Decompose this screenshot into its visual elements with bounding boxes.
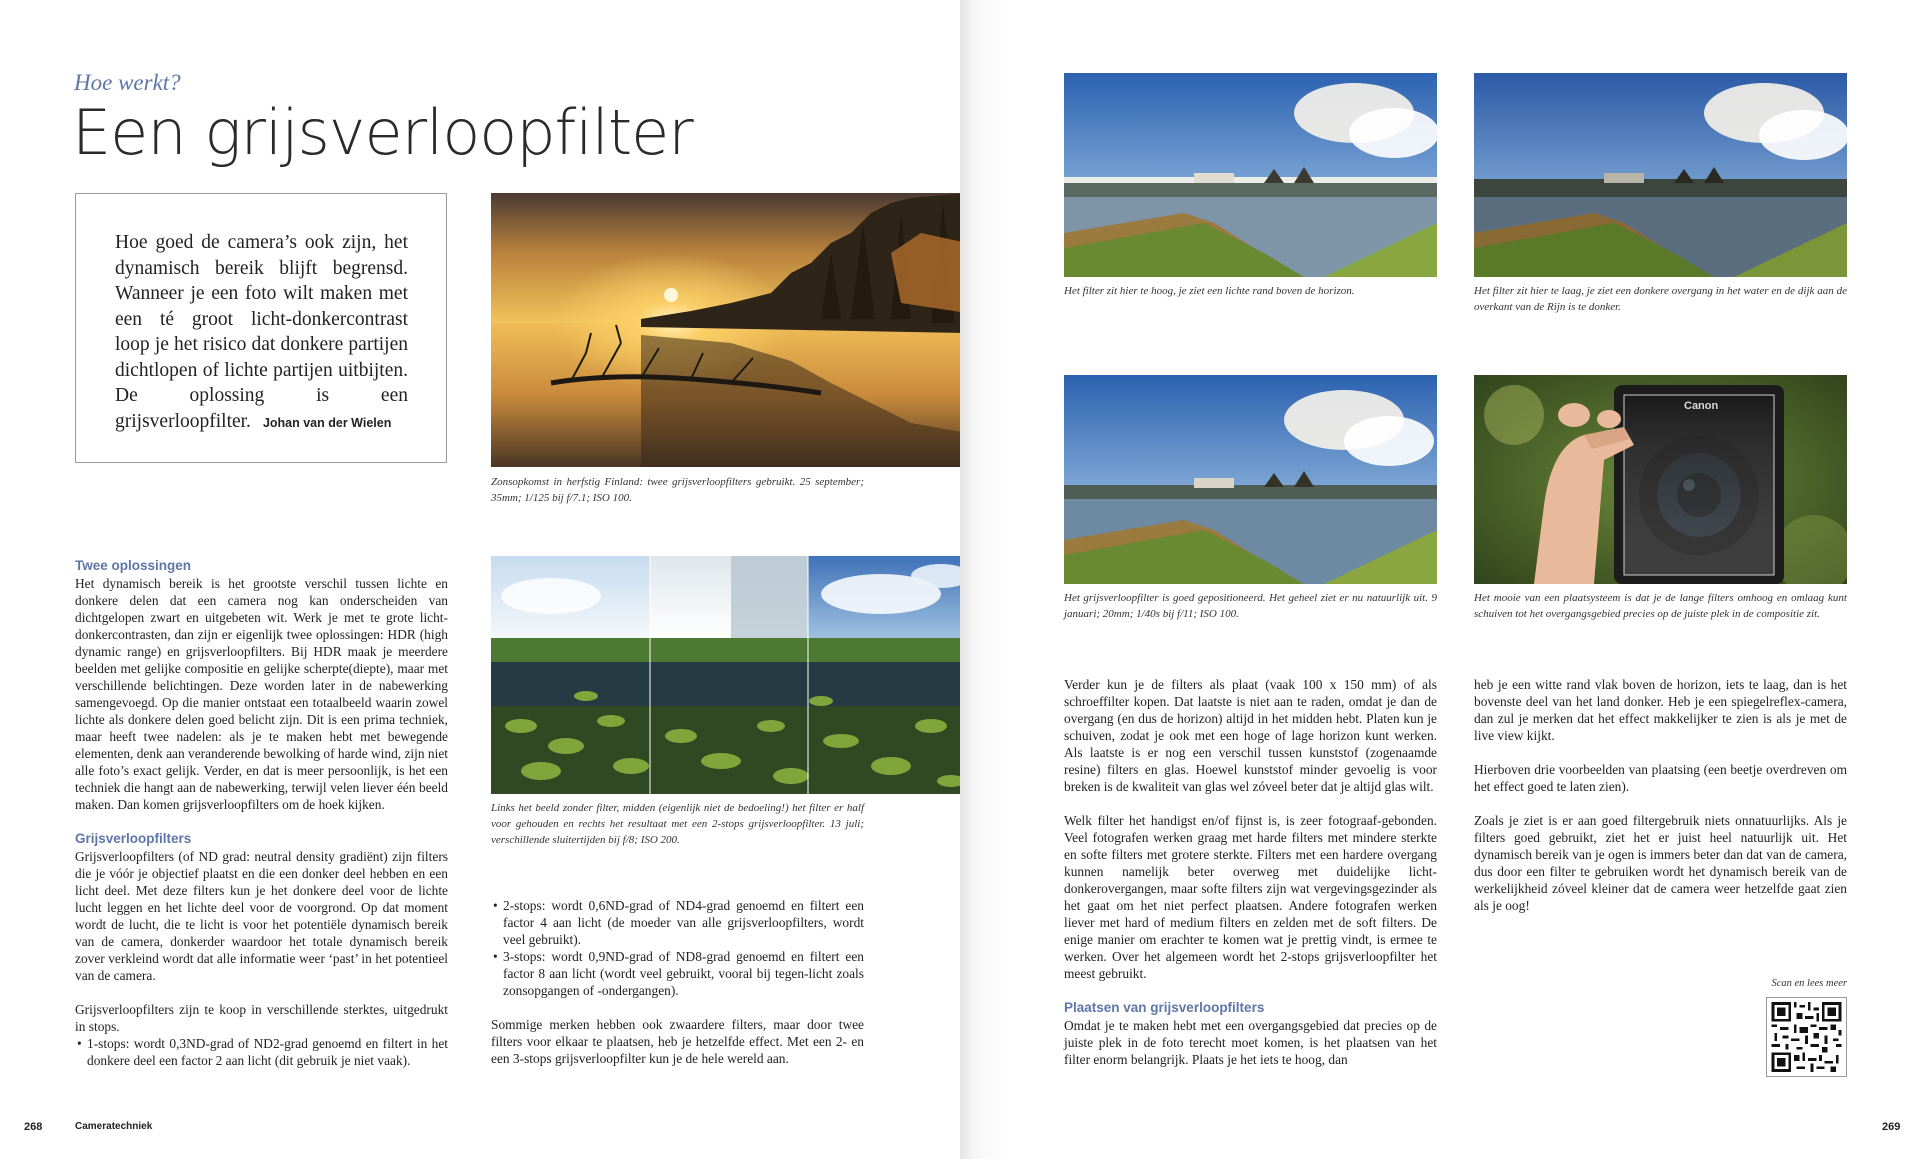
paragraph-sterktes: Grijsverloopfilters zijn te koop in verschillende sterktes, uitgedrukt in stops. (75, 1002, 448, 1034)
right-column-1 (1064, 676, 1437, 1068)
camera-brand: Canon (1684, 400, 1719, 412)
kicker: Hoe werkt? (74, 70, 181, 95)
paragraph-plaat-of-schroef: Verder kun je de filters als plaat (vaak 100 x 150 mm) of als schroeffilter kopen. Dat laatste is niet aan te raden, omdat je dan de overgang (en dus de horizon) altijd in het midden hebt. Platen kun je schuiven, zodat je ook met een hoge of lage horizon kunt werken. Als laatste is er nog een verschil tussen kunststof (zogenaamde resine) filters en glas. Hoewel kunststof minder gevoelig is voor breken is de kwaliteit van glas wel zóveel beter dat je altijd glas wilt. (1064, 677, 1437, 794)
filter-holder-photo (1474, 375, 1847, 584)
right-column-2 (1474, 676, 1847, 914)
intro-text: Hoe goed de camera’s ook zijn, het dynamisch bereik blijft begrensd. Wanneer je een foto wilt maken met een té groot licht-donkercontrast loop je het risico dat donkere partijen dichtlopen of lichte partijen uitbijten. De oplossing is een grijsverloopfilter. (115, 232, 408, 432)
intro-box (75, 193, 447, 463)
paragraph-zwaardere-filters: Sommige merken hebben ook zwaardere filters, maar door twee filters voor elkaar te plaatsen, heb je hetzelfde effect. Met een 2- en een 3-stops grijsverloopfilter kun je de hele wereld aan. (491, 1017, 864, 1066)
heading-plaatsen: Plaatsen van grijsverloopfilters (1064, 1000, 1265, 1015)
river-photo-too-low (1474, 73, 1847, 277)
qr-code[interactable] (1766, 997, 1847, 1077)
left-column-2 (491, 897, 864, 1067)
left-page-number: 268 (24, 1121, 43, 1133)
caption-too-low: Het filter zit hier te laag, je ziet een donkere overgang in het water en de dijk aan de overkant van de Rijn is te donker. (1474, 285, 1847, 313)
left-column-1 (75, 557, 448, 1069)
right-page (960, 0, 1920, 1159)
bullet-1-stop: • 1-stops: wordt 0,3ND-grad of ND2-grad genoemd en filtert in het donkere deel een factor 2 aan licht (dit gebruik je niet vaak). (75, 1035, 448, 1069)
bullet-3-stops: • 3-stops: wordt 0,9ND-grad of ND8-grad genoemd en filtert een factor 8 aan licht (wordt veel gebruikt, vooral bij tegen-licht zoals zonsopgangen of -ondergangen). (491, 948, 864, 999)
intro-author: Johan van der Wielen (262, 415, 392, 430)
caption-holder: Het mooie van een plaatsysteem is dat je de lange filters omhoog en omlaag kunt schuiven tot het overgangsgebied precies op de juiste plek in de compositie zit. (1474, 592, 1847, 620)
stops-list-part1 (75, 1035, 448, 1069)
river-photo-good (1064, 375, 1437, 584)
sunrise-caption: Zonsopkomst in herfstig Finland: twee grijsverloopfilters gebruikt. 25 september; 35mm; 1/125 bij f/7.1; ISO 100. (491, 476, 864, 504)
lilies-caption: Links het beeld zonder filter, midden (eigenlijk niet de bedoeling!) het filter er half voor gehouden en rechts het resultaat met een 2-stops grijsverloopfilter. 13 juli; verschillende sluitertijden bij f/8; ISO 200. (491, 802, 864, 846)
bullet-2-stops: • 2-stops: wordt 0,6ND-grad of ND4-grad genoemd en filtert een factor 4 aan licht (de moeder van alle grijsverloopfilters, wordt veel gebruikt). (491, 897, 864, 948)
intro-paragraph (115, 230, 408, 436)
scan-label: Scan en lees meer (1771, 978, 1847, 989)
paragraph-grijsverloopfilters: Grijsverloopfilters (of ND grad: neutral density gradiënt) zijn filters die je vóór je objectief plaatst en die een donker deel hebben en een licht deel. Met deze filters kun je het donkere deel voor de lichte lucht leggen en het lichte deel voor de voorgrond. Op dat moment wordt de lucht, die te licht is voor het potentiële dynamisch bereik van de camera, donkerder waardoor het totale dynamisch bereik zover verkleind wordt dat alle informatie weer ‘past’ in het potentieel van de camera. (75, 849, 448, 983)
paragraph-welk-filter: Welk filter het handigst en/of fijnst is, is zeer fotograaf-gebonden. Veel fotografen werken graag met harde filters met mindere sterkte en softe filters met grotere sterkte. Filters met een hardere overgang kunnen namelijk beter overweg met duidelijke licht-donkerovergangen, maar softe filters zijn wat vergevingsgezinder als het gaat om het niet perfect plaatsen. Andere fotografen werken liever met hard of medium filters en zelden met de soft filters. De enige manier om erachter te komen wat je prettig vindt, is ermee te werken. Over het algemeen wordt het 2-stops grijsverloopfilter het meest gebruikt. (1064, 813, 1437, 981)
heading-grijsverloopfilters: Grijsverloopfilters (75, 831, 192, 846)
stops-list-part2 (491, 897, 864, 999)
sunrise-photo (491, 193, 967, 467)
paragraph-hierboven: Hierboven drie voorbeelden van plaatsing (een beetje overdreven om het effect goed te laten zien). (1474, 762, 1847, 794)
paragraph-witte-rand: heb je een witte rand vlak boven de horizon, iets te laag, dan is het bovenste deel van het land donker. Heb je een spiegelreflex-camera, dan zul je merken dat het effect makkelijker te zien is als je met de live view kijkt. (1474, 677, 1847, 743)
paragraph-plaatsen: Omdat je te maken hebt met een overgangsgebied dat precies op de juiste plek in de foto terecht moet komen, is het plaatsen van het filter enorm belangrijk. Plaats je het iets te hoog, dan (1064, 1018, 1437, 1067)
heading-twee-oplossingen: Twee oplossingen (75, 558, 192, 573)
caption-too-high: Het filter zit hier te hoog, je ziet een lichte rand boven de horizon. (1064, 285, 1355, 297)
caption-good: Het grijsverloopfilter is goed gepositioneerd. Het geheel ziet er nu natuurlijk uit. 9 januari; 20mm; 1/40s bij f/11; ISO 100. (1064, 592, 1437, 620)
paragraph-twee-oplossingen: Het dynamisch bereik is het grootste verschil tussen lichte en donkere delen dat een camera nog kan onderscheiden van dichtgelopen zwart en uitgebeten wit. Werk je met te grote licht-donkercontrasten, dan zijn er eigenlijk twee oplossingen: HDR (high dynamic range) en grijsverloopfilters. Bij HDR maak je meerdere beelden met gelijke compositie en gelijke scherpte(diepte), maar met verschillende belichtingen. Deze worden later in de nabewerking samengevoegd. Op die manier ontstaat een totaalbeeld waarin zowel lichte als donkere delen goed belicht zijn. Dit is een prima techniek, maar heeft twee nadelen: als je te maken hebt met bewegende elementen, denk aan veranderende bewolking of harde wind, zijn niet alle foto’s exact gelijk. Verder, en dat is meer persoonlijk, is het een techniek die hangt aan de nabewerking, terwijl velen liever één beeld maken. Dan komen grijsverloopfilters om de hoek kijken. (75, 576, 448, 812)
right-page-number: 269 (1882, 1121, 1901, 1133)
paragraph-natuurlijk: Zoals je ziet is er aan goed filtergebruik niets onnatuurlijks. Als je filters goed gebruikt, ziet het er juist heel natuurlijk uit. Het dynamisch bereik van je ogen is immers beter dan dat van de camera, dus door een filter te gebruiken wordt het dynamisch bereik van de werkelijkheid zóveel kleiner dat de camera weer hetzelfde gaat zien als je oog! (1474, 813, 1847, 913)
lilies-photo (491, 556, 967, 794)
qr-code-icon (1771, 1002, 1842, 1072)
section-name: Cameratechniek (75, 1121, 153, 1132)
river-photo-too-high (1064, 73, 1437, 277)
article-title: Een grijsverloopfilter (72, 96, 693, 169)
